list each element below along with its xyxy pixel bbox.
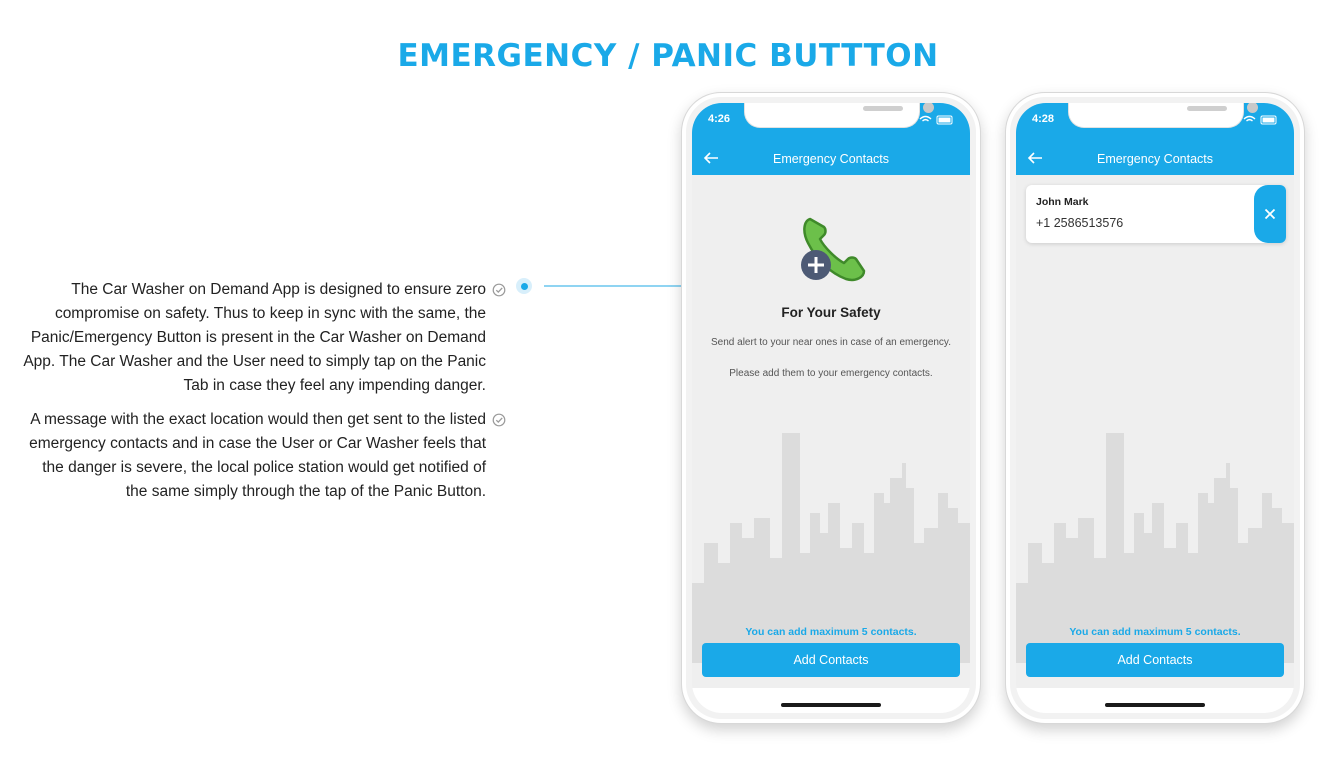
feature-text: A message with the exact location would then get sent to the listed emergency contacts and in case the User or Car Washer feels that the danger is severe, the local police station would get notified of the same simply through the tap of the Panic Button.: [29, 411, 486, 500]
safety-description: Send alert to your near ones in case of an emergency.: [711, 337, 951, 348]
feature-item: [20, 408, 486, 504]
app-bar: [692, 103, 970, 175]
screen-title: Emergency Contacts: [1096, 152, 1214, 166]
home-indicator: [781, 703, 881, 707]
home-indicator: [1105, 703, 1205, 707]
add-contacts-button[interactable]: Add Contacts: [1026, 643, 1284, 677]
feature-list: [20, 278, 486, 514]
safety-heading: For Your Safety: [781, 305, 881, 320]
phone-mockup-empty: [681, 92, 981, 724]
feature-item: [20, 278, 486, 398]
page-title: EMERGENCY / PANIC BUTTTON: [397, 38, 939, 74]
status-time: 4:28: [1032, 113, 1055, 125]
contact-name: John Mark: [1036, 196, 1089, 208]
notch: [744, 103, 920, 128]
app-bar: [1016, 103, 1294, 175]
connector-line: [544, 285, 684, 287]
phone-screen: [1016, 103, 1294, 713]
speaker: [1187, 106, 1227, 111]
contact-limit-note: You can add maximum 5 contacts.: [1069, 626, 1241, 638]
contact-card[interactable]: [1026, 185, 1286, 243]
connector-dot: [516, 278, 532, 294]
add-phone-icon: [792, 209, 872, 289]
speaker: [863, 106, 903, 111]
phone-mockup-list: [1005, 92, 1305, 724]
safety-instruction: Please add them to your emergency contacts.: [729, 368, 933, 379]
contact-phone: +1 2586513576: [1036, 216, 1124, 230]
home-strip: [1016, 688, 1294, 713]
home-strip: [692, 688, 970, 713]
close-icon: [1264, 208, 1276, 220]
contact-limit-note: You can add maximum 5 contacts.: [745, 626, 917, 638]
feature-text: The Car Washer on Demand App is designed to ensure zero compromise on safety. Thus to keep in sync with the same, the Panic/Emergency Button is present in the Car Washer on Demand App. The Car Washer and the User need to simply tap on the Panic Tab in case they feel any impending danger.: [23, 281, 486, 394]
remove-contact-button[interactable]: [1254, 185, 1286, 243]
check-circle-icon: [492, 413, 506, 427]
screen-title: Emergency Contacts: [772, 152, 890, 166]
camera: [923, 103, 934, 113]
check-circle-icon: [492, 283, 506, 297]
camera: [1247, 103, 1258, 113]
status-time: 4:26: [708, 113, 731, 125]
phone-screen: [692, 103, 970, 713]
notch: [1068, 103, 1244, 128]
add-contacts-button[interactable]: Add Contacts: [702, 643, 960, 677]
